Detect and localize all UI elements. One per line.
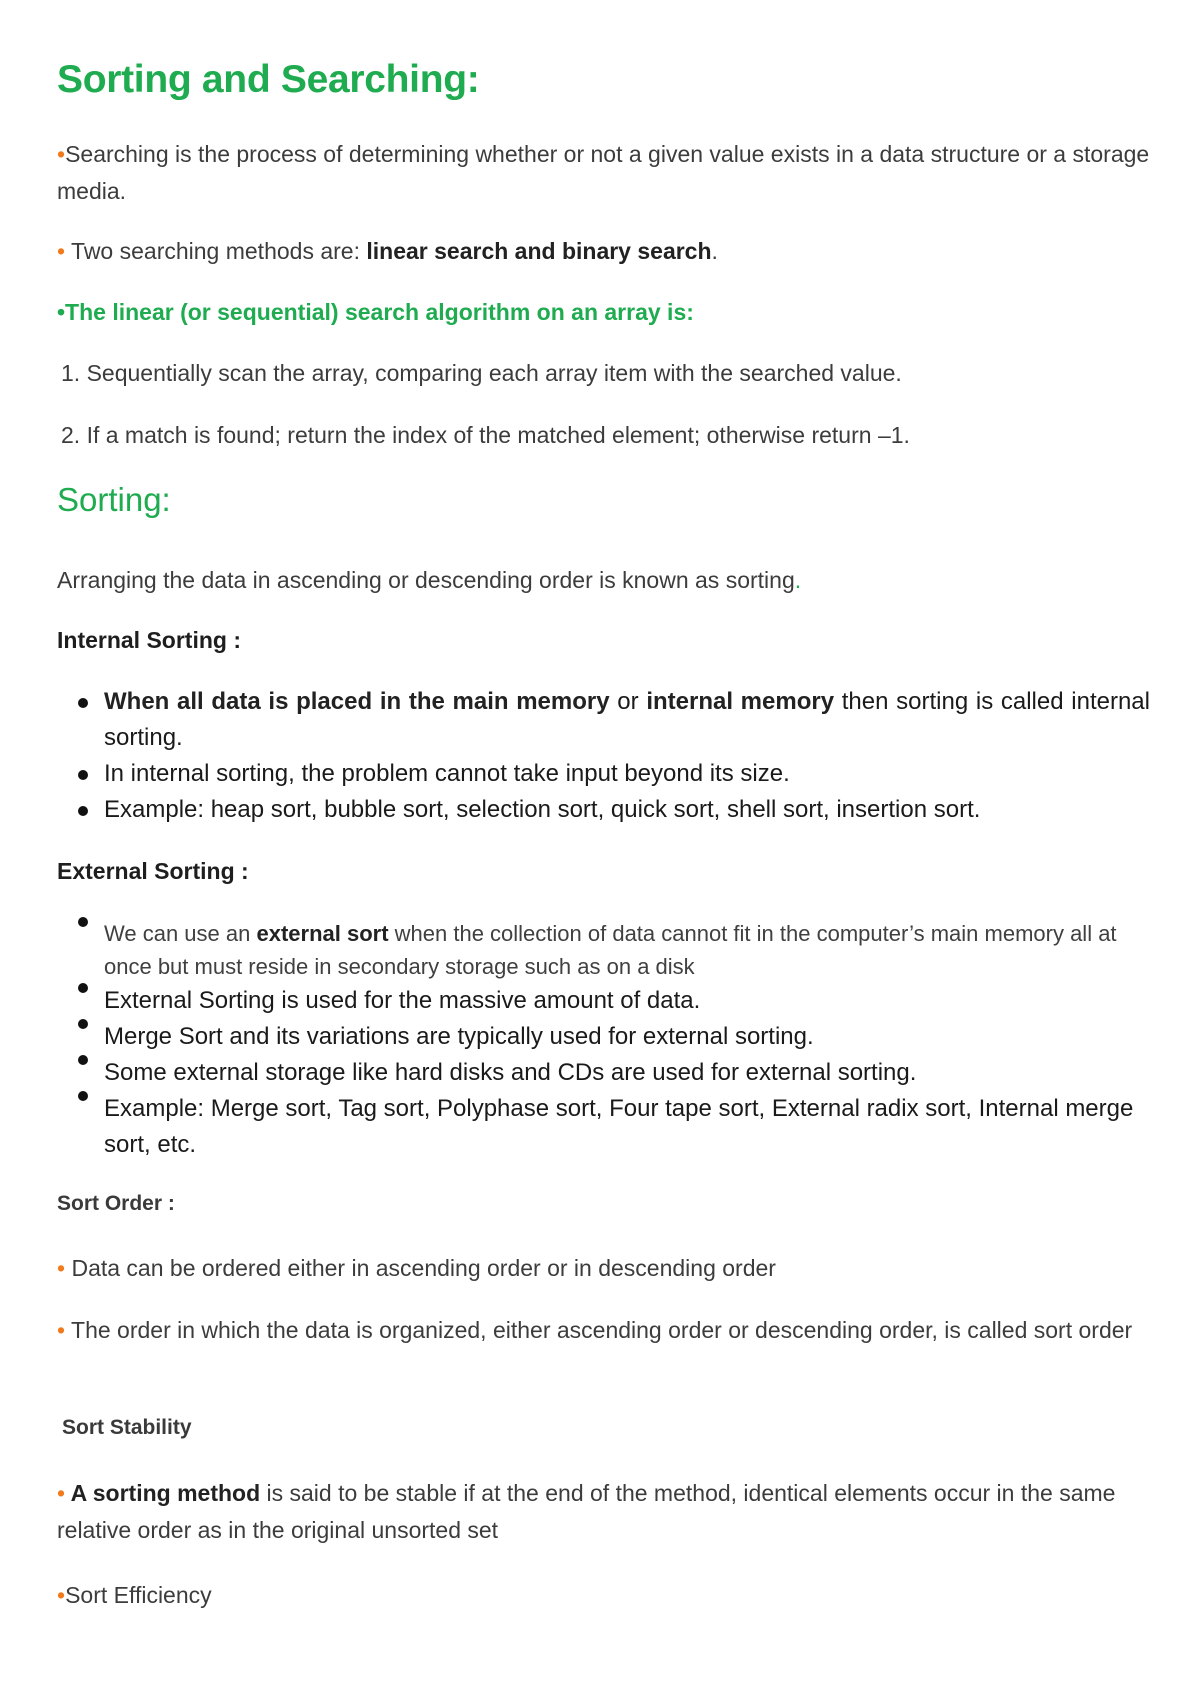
list-item: We can use an external sort when the collection of data cannot fit in the computer’s main memory all at once but must reside in secondary storage such as on a disk — [57, 917, 1150, 983]
page-title: Sorting and Searching: — [57, 58, 480, 101]
list-item: Some external storage like hard disks and CDs are used for external sorting. — [57, 1055, 1150, 1091]
list-item: Merge Sort and its variations are typically used for external sorting. — [57, 1019, 1150, 1055]
step-2: 2. If a match is found; return the index of the matched element; otherwise return –1. — [61, 422, 910, 448]
sort-efficiency: •Sort Efficiency — [57, 1582, 212, 1608]
sorting-definition: Arranging the data in ascending or descending order is known as sorting. — [57, 567, 802, 593]
external-sorting-list — [57, 917, 1150, 1163]
internal-sorting-heading: Internal Sorting : — [57, 627, 241, 653]
bullet: • — [57, 1255, 66, 1281]
bullet: • — [57, 238, 66, 264]
sort-stability-text: • A sorting method is said to be stable if at the end of the method, identical elements occur in the same relative order as in the original unsorted set — [57, 1480, 1116, 1543]
list-item: In internal sorting, the problem cannot take input beyond its size. — [57, 756, 1150, 792]
bullet: • — [57, 1582, 66, 1608]
sort-order-p2: • The order in which the data is organized, either ascending order or descending order, is called sort order — [57, 1317, 1133, 1343]
list-item: When all data is placed in the main memory or internal memory then sorting is called internal sorting. — [57, 684, 1150, 756]
bullet: • — [57, 1317, 66, 1343]
search-methods: • Two searching methods are: linear search and binary search. — [57, 238, 718, 264]
internal-sorting-list — [57, 684, 1150, 828]
sort-order-heading: Sort Order : — [57, 1192, 175, 1215]
searching-definition: •Searching is the process of determining whether or not a given value exists in a data structure or a storage media. — [57, 141, 1150, 204]
step-1: 1. Sequentially scan the array, comparing each array item with the searched value. — [61, 360, 902, 386]
sorting-heading: Sorting: — [57, 481, 171, 518]
bullet: • — [57, 141, 66, 167]
sort-stability-heading: Sort Stability — [62, 1416, 192, 1439]
linear-search-heading: •The linear (or sequential) search algorithm on an array is: — [57, 299, 694, 325]
list-item: External Sorting is used for the massive amount of data. — [57, 983, 1150, 1019]
bullet: • — [57, 1480, 66, 1506]
list-item: Example: heap sort, bubble sort, selection sort, quick sort, shell sort, insertion sort. — [57, 792, 1150, 828]
external-sorting-heading: External Sorting : — [57, 858, 249, 884]
sort-order-p1: • Data can be ordered either in ascending order or in descending order — [57, 1255, 776, 1281]
list-item: Example: Merge sort, Tag sort, Polyphase sort, Four tape sort, External radix sort, Internal merge sort, etc. — [57, 1091, 1150, 1163]
